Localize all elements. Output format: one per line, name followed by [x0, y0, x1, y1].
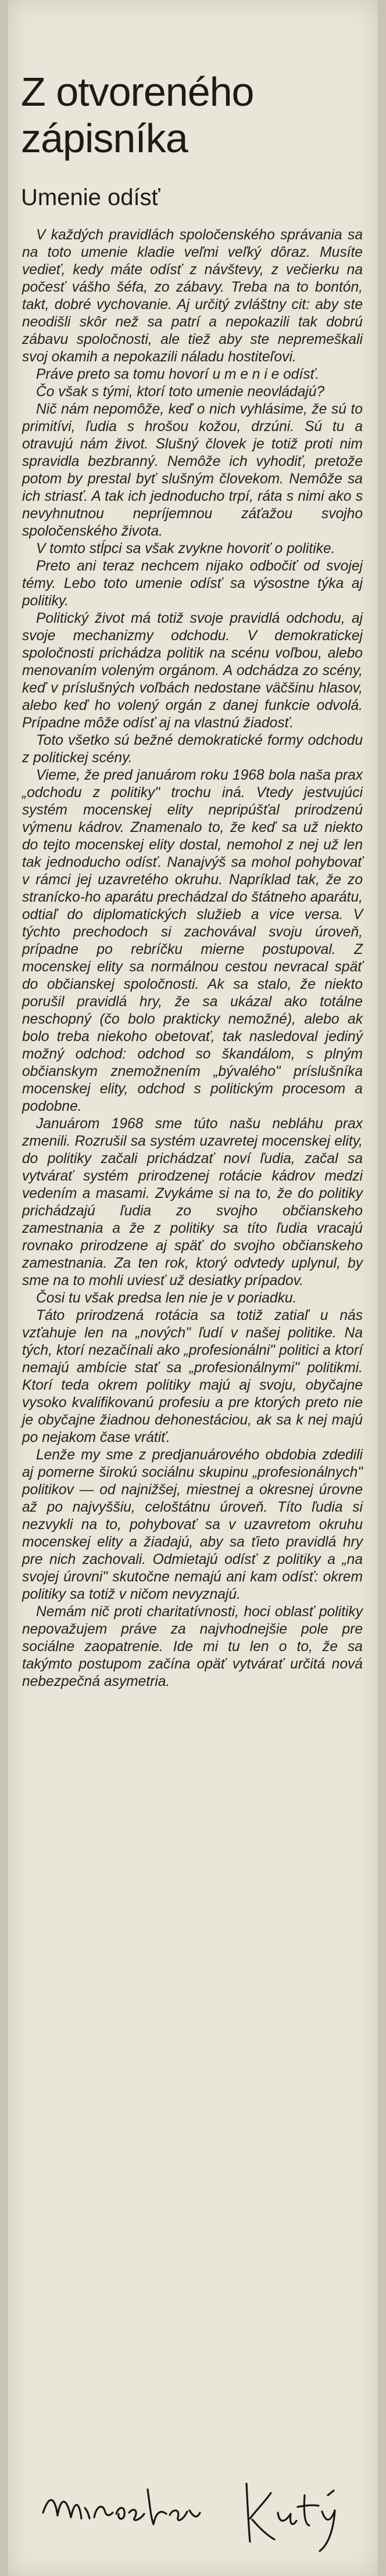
paragraph: V tomto stĺpci sa však zvykne hovoriť o politike.: [36, 541, 335, 557]
paragraph: Januárom 1968 sme túto našu nebláhu prax zmenili. Rozrušil sa systém uzavretej mocenskej elity, do politiky začali prichádzať noví ľudia, začal sa vytvárať systém prirodzenej rotácie kádrov medzi vedením a masami. Zvykáme si na to, že do politiky prichádzajú ľudia zo svojho občianskeho zamestnania a že z politiky sa títo ľudia vracajú rovnako prirodzene aj späť do svojho občianskeho zamestnania. Za ten rok, ktorý odvtedy uplynul, by sme na to mohli uviesť už desiatky prípadov.: [22, 1116, 363, 1289]
paragraph: Nič nám nepomôže, keď o nich vyhlásime, že sú to primitívi, ľudia s hrošou kožou, drzúni. Sú tu a otravujú nám život. Slušný človek je totiž proti nim spravidla bezbranný. Nemôže ich vyhodiť, pretože potom by prestal byť slušným človekom. Nemôže sa ich striasť. A tak ich jednoducho trpí, ráta s nimi ako s nevyhnutnou nepríjemnou záťažou svojho spoločenského života.: [22, 401, 363, 539]
author-signature: [31, 2472, 357, 2559]
paragraph: Vieme, že pred januárom roku 1968 bola naša prax „odchodu z politiky" trochu iná. Vtedy jestvujúci systém mocenskej elity nepripúšťal prirodzenú výmenu kádrov. Znamenalo to, že keď sa už niekto do tejto mocenskej elity dostal, nemohol z nej už len tak jednoducho odísť. Nanajvýš sa mohol pohybovať v rámci jej uzavretého okruhu. Napríklad tak, že zo stranícko-ho aparátu prechádzal do štátneho aparátu, odtiaľ do diplomatických služieb a vice versa. V týchto prechodoch si zachovával svoju úroveň, prípadne po rebríčku mierne postupoval. Z mocenskej elity sa normálnou cestou nevracal späť do občianskej spoločnosti. Ak sa stalo, že niekto porušil pravidlá hry, že sa ukázal ako totálne neschopný (čo bolo prakticky nemožné), alebo ak bolo treba niekoho obetovať, tak nasledoval jediný možný odchod: odchod so škandálom, s plným občianskym znemožnením „bývalého" príslušníka mocenskej elity, odchod s politickým procesom a podobne.: [22, 767, 363, 1114]
signature-drawing: [31, 2472, 357, 2559]
paragraph: Táto prirodzená rotácia sa totiž zatiaľ u nás vzťahuje len na „nových" ľudí v našej politike. Na tých, ktorí nezačínali ako „profesionálni" politici a ktorí nemajú ambície stať sa „profesionálnymi" politikmi. Ktorí teda okrem politiky majú aj svoju, obyčajne vysoko kvalifikovanú profesiu a pre ktorých preto nie je obyčajne žiadnou dehonestáciou, ak sa k nej majú po nejakom čase vrátiť.: [22, 1308, 363, 1445]
paragraph: Politický život má totiž svoje pravidlá odchodu, aj svoje mechanizmy odchodu. V demokratickej spoločnosti prichádza politik na scénu voľbou, alebo menovaním voleným orgánom. A odchádza zo scény, keď v príslušných voľbách nedostane väčšinu hlasov, alebo keď ho volený orgán z danej funkcie odvolá. Prípadne môže odísť aj na vlastnú žiadosť.: [22, 611, 363, 731]
paragraph: Čo však s tými, ktorí toto umenie neovládajú?: [36, 384, 325, 400]
paragraph: V každých pravidlách spoločenského správania sa na toto umenie kladie veľmi veľký dôraz. Musíte vedieť, kedy máte odísť z návštevy, z večierku na počesť vášho šéfa, zo zábavy. Treba na to bontón, takt, dobré vychovanie. Aj určitý zvláštny cit: aby ste neodišli skôr než sa patrí a nepokazili tak dobrú zábavu spoločnosti, ale tiež aby ste nepremeškali svoj okamih a nepokazili náladu hostiteľovi.: [22, 227, 363, 365]
newspaper-clipping: [8, 0, 378, 2576]
paragraph: Čosi tu však predsa len nie je v poriadku.: [36, 1290, 297, 1306]
article-subtitle: Umenie odísť: [21, 185, 160, 210]
paragraph: Lenže my sme z predjanuárového obdobia zdedili aj pomerne širokú sociálnu skupinu „profesionálnych" politikov — od najnižšej, miestnej a okresnej úrovne až po najvyššiu, celoštátnu úroveň. Títo ľudia si nezvykli na to, pohybovať sa v uzavretom okruhu mocenskej elity a žiadajú, aby sa ťieto pravidlá hry pre nich zachovali. Odmietajú odísť z politiky a „na svojej úrovni" skutočne nemajú ani kam odísť: okrem politiky sa totiž v ničom nevyznajú.: [22, 1447, 363, 1602]
paragraph: Nemám nič proti charitatívnosti, hoci oblasť politiky nepovažujem práve za najvhodnejšie pole pre sociálne zaopatrenie. Ide mi tu len o to, že sa takýmto postupom začína opäť vytvárať určitá nová nebezpečná asymetria.: [22, 1604, 363, 1689]
article-body: [22, 227, 363, 1691]
paragraph: Preto ani teraz nechcem nijako odbočiť od svojej témy. Lebo toto umenie odísť sa výsostne týka aj politiky.: [22, 558, 363, 609]
article-title: Z otvoreného zápisníka: [21, 69, 254, 161]
paragraph: Toto všetko sú bežné demokratické formy odchodu z politickej scény.: [22, 733, 363, 766]
paragraph: Práve preto sa tomu hovorí u m e n i e odísť.: [36, 367, 320, 382]
